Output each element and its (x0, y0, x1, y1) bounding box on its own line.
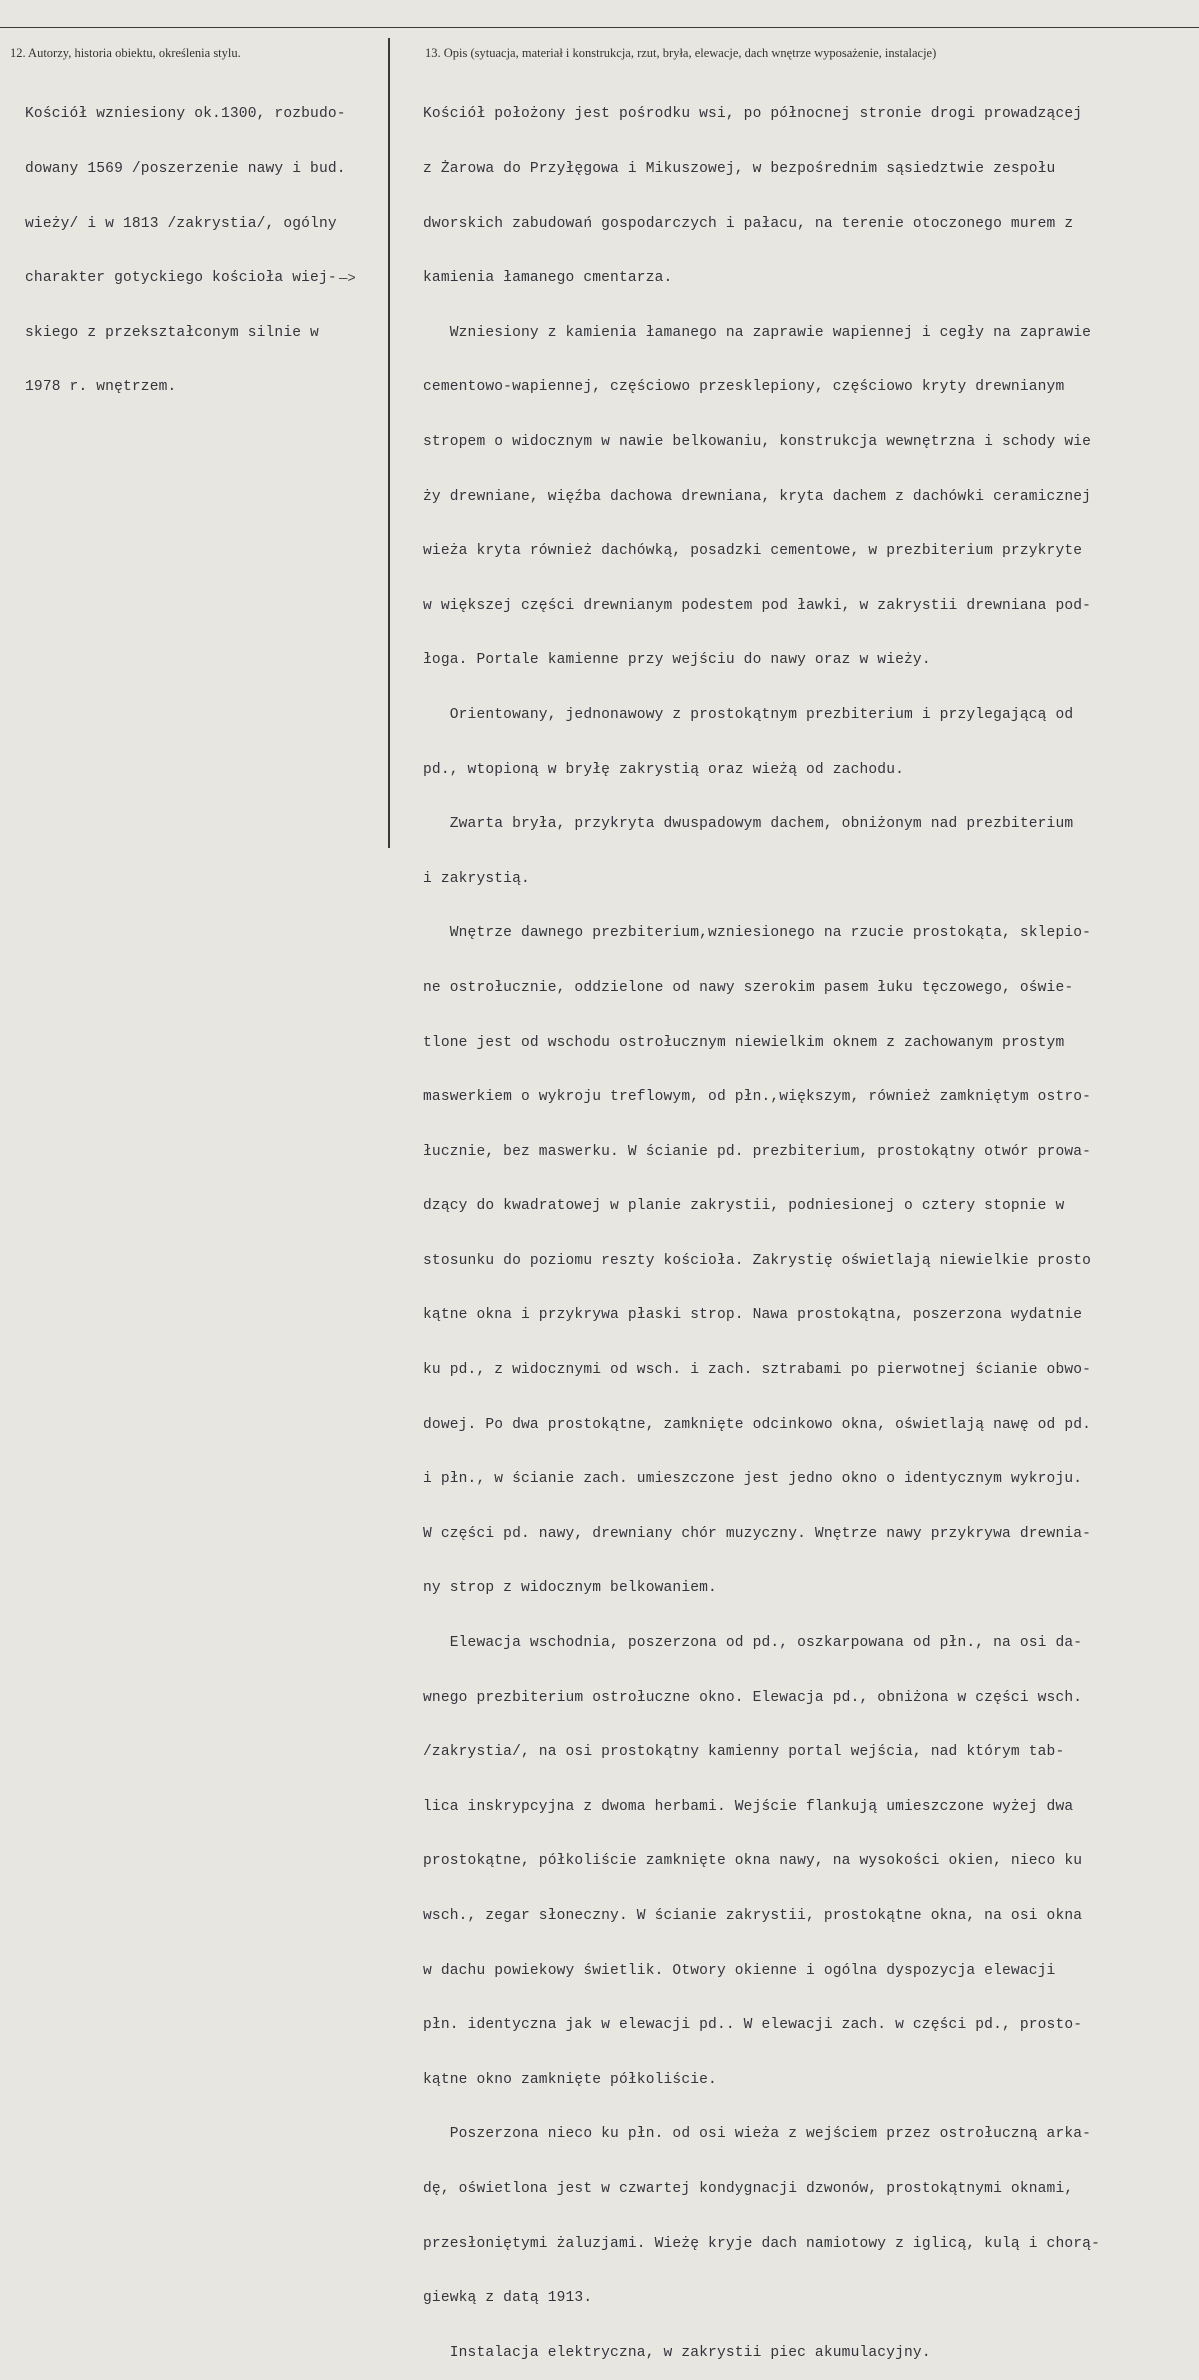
text-line: tlone jest od wschodu ostrołucznym niewielkim oknem z zachowanym prostym (423, 1034, 1065, 1051)
text-line: W części pd. nawy, drewniany chór muzyczny. Wnętrze nawy przykrywa drewnia- (423, 1525, 1092, 1542)
text-line: dowej. Po dwa prostokątne, zamknięte odcinkowo okna, oświetlają nawę od pd. (423, 1416, 1092, 1433)
text-line: ny strop z widocznym belkowaniem. (423, 1580, 717, 1597)
text-line: przesłoniętymi żaluzjami. Wieżę kryje dach namiotowy z iglicą, kulą i chorą- (423, 2235, 1100, 2252)
text-line: Kościół wzniesiony ok.1300, rozbudo- (25, 106, 346, 123)
text-line: dę, oświetlona jest w czwartej kondygnacji dzwonów, prostokątnymi oknami, (423, 2180, 1074, 2197)
text-line: maswerkiem o wykroju treflowym, od płn.,większym, również zamkniętym ostro- (423, 1089, 1092, 1106)
text-line: dworskich zabudowań gospodarczych i pałacu, na terenie otoczonego murem z (423, 215, 1074, 232)
text-line: Kościół położony jest pośrodku wsi, po północnej stronie drogi prowadzącej (423, 106, 1083, 123)
text-line: stosunku do poziomu reszty kościoła. Zakrystię oświetlają niewielkie prosto (423, 1252, 1092, 1269)
section-12-text (25, 69, 346, 415)
text-line: Wnętrze dawnego prezbiterium,wzniesionego na rzucie prostokąta, sklepio- (423, 925, 1092, 942)
text-line: /zakrystia/, na osi prostokątny kamienny portal wejścia, nad którym tab- (423, 1744, 1065, 1761)
text-line: Elewacja wschodnia, poszerzona od pd., oszkarpowana od płn., na osi da- (423, 1635, 1083, 1652)
text-line: wnego prezbiterium ostrołuczne okno. Elewacja pd., obniżona w części wsch. (423, 1689, 1083, 1706)
text-line: pd., wtopioną w bryłę zakrystią oraz wieżą od zachodu. (423, 761, 905, 778)
text-line: i płn., w ścianie zach. umieszczone jest jedno okno o identycznym wykroju. (423, 1471, 1083, 1488)
text-line: kątne okna i przykrywa płaski strop. Nawa prostokątna, poszerzona wydatnie (423, 1307, 1083, 1324)
text-line: z Żarowa do Przyłęgowa i Mikuszowej, w bezpośrednim sąsiedztwie zespołu (423, 161, 1056, 177)
text-line: Poszerzona nieco ku płn. od osi wieża z wejściem przez ostrołuczną arka- (423, 2126, 1092, 2143)
text-line: wieża kryta również dachówką, posadzki cementowe, w prezbiterium przykryte (423, 543, 1083, 560)
text-line: lica inskrypcyjna z dwoma herbami. Wejście flankują umieszczone wyżej dwa (423, 1798, 1074, 1815)
text-line: Instalacja elektryczna, w zakrystii piec akumulacyjny. (423, 2344, 931, 2361)
text-line: dowany 1569 /poszerzenie nawy i bud. (25, 161, 346, 177)
column-divider (388, 38, 390, 848)
text-line: stropem o widocznym w nawie belkowaniu, konstrukcja wewnętrzna i schody wie (423, 433, 1092, 450)
text-line: charakter gotyckiego kościoła wiej- (25, 270, 337, 287)
text-line: wsch., zegar słoneczny. W ścianie zakrystii, prostokątne okna, na osi okna (423, 1908, 1083, 1924)
text-line: ne ostrołucznie, oddzielone od nawy szerokim pasem łuku tęczowego, oświe- (423, 979, 1074, 996)
section-13-text (423, 69, 1100, 2380)
text-line: kątne okno zamknięte półkoliście. (423, 2071, 717, 2088)
text-line: ży drewniane, więźba dachowa drewniana, kryta dachem z dachówki ceramicznej (423, 488, 1092, 505)
text-line: łoga. Portale kamienne przy wejściu do nawy oraz w wieży. (423, 652, 931, 669)
text-line: skiego z przekształconym silnie w (25, 324, 319, 341)
text-line: kamienia łamanego cmentarza. (423, 270, 673, 287)
text-line: łucznie, bez maswerku. W ścianie pd. prezbiterium, prostokątny otwór prowa- (423, 1143, 1092, 1160)
text-line: i zakrystią. (423, 870, 530, 887)
text-line: Wzniesiony z kamienia łamanego na zaprawie wapiennej i cegły na zaprawie (423, 324, 1092, 341)
text-line: giewką z datą 1913. (423, 2290, 593, 2307)
text-line: w dachu powiekowy świetlik. Otwory okienne i ogólna dyspozycja elewacji (423, 1962, 1056, 1979)
text-line: cementowo-wapiennej, częściowo przesklepiony, częściowo kryty drewnianym (423, 379, 1065, 396)
continuation-arrow: —> (339, 271, 356, 287)
text-line: dzący do kwadratowej w planie zakrystii, podniesionej o cztery stopnie w (423, 1198, 1065, 1215)
text-line: prostokątne, półkoliście zamknięte okna nawy, na wysokości okien, nieco ku (423, 1853, 1083, 1870)
text-line: płn. identyczna jak w elewacji pd.. W elewacji zach. w części pd., prosto- (423, 2017, 1083, 2034)
text-line: w większej części drewnianym podestem pod ławki, w zakrystii drewniana pod- (423, 597, 1092, 614)
text-line: wieży/ i w 1813 /zakrystia/, ogólny (25, 215, 337, 232)
text-line: 1978 r. wnętrzem. (25, 379, 177, 396)
text-line: Orientowany, jednonawowy z prostokątnym prezbiterium i przylegającą od (423, 706, 1074, 723)
section-13-header: 13. Opis (sytuacja, materiał i konstrukcja, rzut, bryła, elewacje, dach wnętrze wyposażenie, instalacje) (425, 46, 937, 60)
text-line: ku pd., z widocznymi od wsch. i zach. sztrabami po pierwotnej ścianie obwo- (423, 1362, 1092, 1379)
section-12-header: 12. Autorzy, historia obiektu, określenia stylu. (10, 46, 241, 60)
form-top-border (0, 27, 1199, 28)
text-line: Zwarta bryła, przykryta dwuspadowym dachem, obniżonym nad prezbiterium (423, 816, 1074, 833)
